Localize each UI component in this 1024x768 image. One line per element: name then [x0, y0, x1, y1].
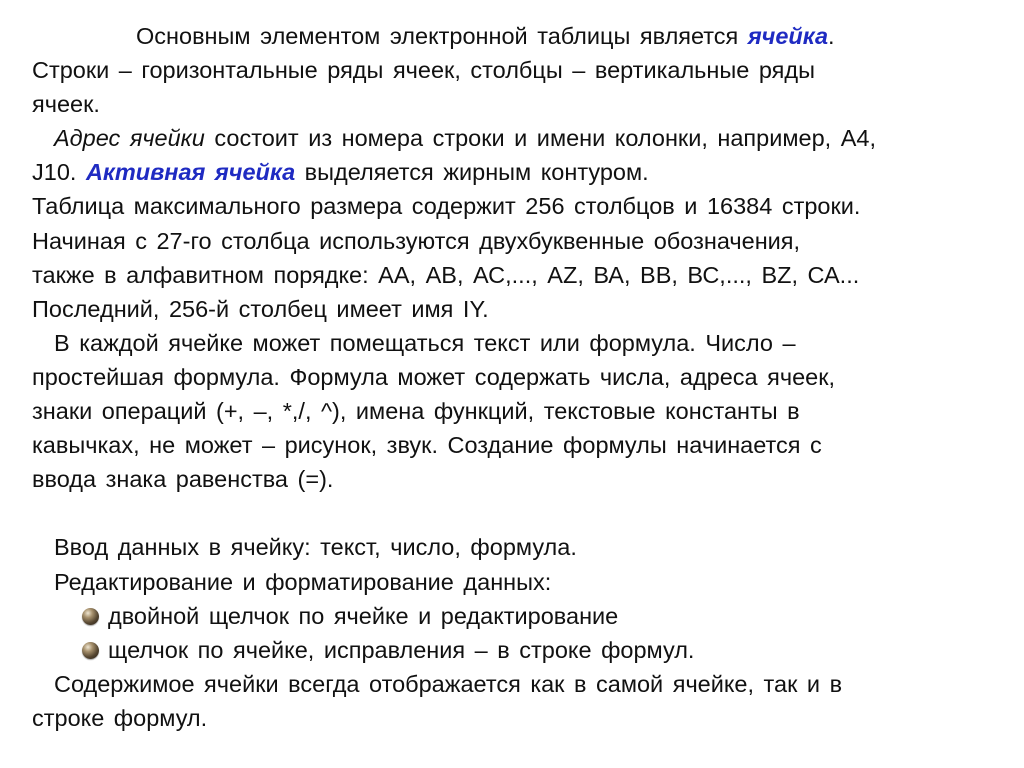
text-run: простейшая формула. Формула может содержать числа, адреса ячеек,: [32, 363, 836, 390]
text-run: состоит из номера строки и имени колонки, например, А4,: [204, 125, 876, 152]
text-run: .: [828, 23, 835, 49]
bullet-text: щелчок по ячейке, исправления – в строке формул.: [108, 636, 695, 663]
bronze-sphere-bullet-icon: [82, 608, 99, 625]
text-line: [32, 326, 1014, 360]
text-line: [32, 87, 1014, 121]
closing-line: Содержимое ячейки всегда отображается как в самой ячейке, так и в: [54, 670, 843, 697]
text-run: знаки операций (+, –, *,/, ^), имена функций, текстовые константы в: [32, 398, 800, 425]
bullet-text: двойной щелчок по ячейке и редактирование: [108, 602, 619, 629]
text-run: Основным элементом электронной таблицы является: [136, 23, 748, 49]
text-line: [32, 292, 1014, 326]
text-line: [32, 53, 1014, 87]
text-line: [32, 428, 1014, 462]
text-run: кавычках, не может – рисунок, звук. Создание формулы начинается с: [32, 432, 822, 459]
bullet-item: [32, 633, 1014, 667]
text-line: [32, 394, 1014, 428]
text-run: J10.: [32, 159, 86, 186]
text-line: [32, 224, 1014, 258]
closing-line: строке формул.: [32, 704, 208, 731]
highlighted-term-active-cell: Активная ячейка: [85, 159, 296, 186]
text-run: ввода знака равенства (=).: [32, 466, 334, 493]
text-line: [32, 19, 1014, 53]
slide-body: [32, 19, 1014, 735]
text-run: также в алфавитном порядке: АА, АВ, АС,..., AZ, ВА, ВВ, ВС,..., BZ, СА...: [32, 261, 860, 288]
text-run: ячеек.: [32, 91, 100, 118]
text-run: В каждой ячейке может помещаться текст или формула. Число –: [54, 329, 796, 356]
text-line: [32, 360, 1014, 394]
text-run: Строки – горизонтальные ряды ячеек, столбцы – вертикальные ряды: [32, 57, 815, 84]
bronze-sphere-bullet-icon: [82, 642, 99, 659]
bullet-item: [32, 599, 1014, 633]
text-line: [32, 121, 1014, 155]
edit-heading: Редактирование и форматирование данных:: [54, 568, 552, 595]
blank-spacer: [32, 496, 1014, 530]
text-run: Таблица максимального размера содержит 256 столбцов и 16384 строки.: [32, 193, 861, 220]
input-line: Ввод данных в ячейку: текст, число, формула.: [54, 534, 577, 561]
text-run: Начиная с 27-го столбца используются двухбуквенные обозначения,: [32, 227, 801, 254]
highlighted-term-cell: ячейка: [747, 23, 829, 49]
text-line: [32, 258, 1014, 292]
text-line: [32, 189, 1014, 223]
text-run: выделяется жирным контуром.: [295, 159, 649, 186]
text-run: Последний, 256-й столбец имеет имя IY.: [32, 295, 489, 322]
italic-term-cell-address: Адрес ячейки: [54, 125, 205, 152]
text-line: [32, 462, 1014, 496]
text-line: [32, 155, 1014, 189]
